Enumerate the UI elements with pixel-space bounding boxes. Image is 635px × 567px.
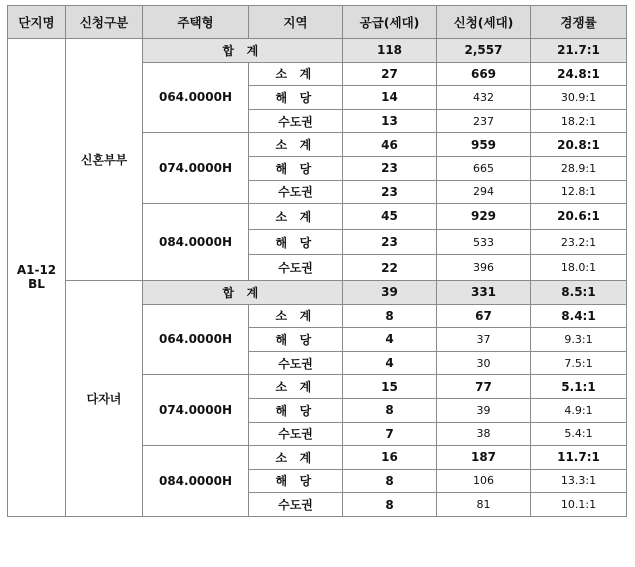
supply-cell: 46 <box>343 133 437 157</box>
total-label: 합 계 <box>143 280 343 304</box>
applications-cell: 959 <box>437 133 531 157</box>
applications-cell: 533 <box>437 229 531 255</box>
applications-cell: 187 <box>437 446 531 470</box>
supply-cell: 14 <box>343 86 437 110</box>
table-header <box>8 6 627 39</box>
rate-cell: 20.8:1 <box>531 133 627 157</box>
applications-cell: 294 <box>437 180 531 204</box>
applications-cell: 38 <box>437 422 531 446</box>
supply-cell: 16 <box>343 446 437 470</box>
applications-cell: 929 <box>437 204 531 230</box>
supply-cell: 4 <box>343 351 437 375</box>
housing-type: 084.0000H <box>143 446 249 517</box>
total-rate: 21.7:1 <box>531 39 627 63</box>
rate-cell: 20.6:1 <box>531 204 627 230</box>
applications-cell: 37 <box>437 328 531 352</box>
supply-cell: 13 <box>343 109 437 133</box>
region-cell: 수도권 <box>249 493 343 517</box>
applications-cell: 396 <box>437 255 531 281</box>
rate-cell: 11.7:1 <box>531 446 627 470</box>
supply-cell: 8 <box>343 469 437 493</box>
region-cell: 소 계 <box>249 204 343 230</box>
rate-cell: 12.8:1 <box>531 180 627 204</box>
total-applications: 331 <box>437 280 531 304</box>
total-applications: 2,557 <box>437 39 531 63</box>
category-name: 다자녀 <box>66 280 143 516</box>
header-region: 지역 <box>249 6 343 39</box>
region-cell: 해 당 <box>249 398 343 422</box>
applications-cell: 30 <box>437 351 531 375</box>
group-total-row <box>8 280 627 304</box>
complex-name <box>8 39 66 517</box>
region-cell: 수도권 <box>249 351 343 375</box>
rate-cell: 9.3:1 <box>531 328 627 352</box>
complex-name-text: A1-12 BL <box>16 263 57 292</box>
rate-cell: 18.2:1 <box>531 109 627 133</box>
applications-cell: 77 <box>437 375 531 399</box>
supply-cell: 15 <box>343 375 437 399</box>
header-applications: 신청(세대) <box>437 6 531 39</box>
supply-cell: 8 <box>343 304 437 328</box>
region-cell: 수도권 <box>249 180 343 204</box>
region-cell: 해 당 <box>249 229 343 255</box>
supply-cell: 8 <box>343 493 437 517</box>
rate-cell: 7.5:1 <box>531 351 627 375</box>
supply-cell: 7 <box>343 422 437 446</box>
applications-cell: 81 <box>437 493 531 517</box>
applications-cell: 67 <box>437 304 531 328</box>
header-category: 신청구분 <box>66 6 143 39</box>
total-label: 합 계 <box>143 39 343 63</box>
supply-cell: 23 <box>343 180 437 204</box>
competition-table-wrapper <box>7 5 627 517</box>
total-supply: 39 <box>343 280 437 304</box>
supply-cell: 4 <box>343 328 437 352</box>
rate-cell: 28.9:1 <box>531 156 627 180</box>
total-rate: 8.5:1 <box>531 280 627 304</box>
supply-cell: 27 <box>343 62 437 86</box>
region-cell: 수도권 <box>249 109 343 133</box>
applications-cell: 39 <box>437 398 531 422</box>
region-cell: 수도권 <box>249 255 343 281</box>
region-cell: 소 계 <box>249 133 343 157</box>
rate-cell: 30.9:1 <box>531 86 627 110</box>
housing-type: 074.0000H <box>143 375 249 446</box>
rate-cell: 8.4:1 <box>531 304 627 328</box>
category-name: 신혼부부 <box>66 39 143 281</box>
rate-cell: 5.4:1 <box>531 422 627 446</box>
supply-cell: 8 <box>343 398 437 422</box>
supply-cell: 45 <box>343 204 437 230</box>
housing-type: 064.0000H <box>143 304 249 375</box>
region-cell: 해 당 <box>249 328 343 352</box>
region-cell: 소 계 <box>249 62 343 86</box>
region-cell: 해 당 <box>249 156 343 180</box>
applications-cell: 106 <box>437 469 531 493</box>
region-cell: 해 당 <box>249 86 343 110</box>
supply-cell: 23 <box>343 229 437 255</box>
applications-cell: 665 <box>437 156 531 180</box>
header-competition-rate: 경쟁률 <box>531 6 627 39</box>
rate-cell: 5.1:1 <box>531 375 627 399</box>
rate-cell: 24.8:1 <box>531 62 627 86</box>
applications-cell: 237 <box>437 109 531 133</box>
applications-cell: 669 <box>437 62 531 86</box>
competition-rate-table <box>7 5 627 517</box>
region-cell: 해 당 <box>249 469 343 493</box>
region-cell: 소 계 <box>249 446 343 470</box>
applications-cell: 432 <box>437 86 531 110</box>
region-cell: 수도권 <box>249 422 343 446</box>
header-supply: 공급(세대) <box>343 6 437 39</box>
housing-type: 084.0000H <box>143 204 249 281</box>
group-total-row <box>8 39 627 63</box>
rate-cell: 10.1:1 <box>531 493 627 517</box>
table-body <box>8 39 627 517</box>
total-supply: 118 <box>343 39 437 63</box>
rate-cell: 13.3:1 <box>531 469 627 493</box>
supply-cell: 22 <box>343 255 437 281</box>
region-cell: 소 계 <box>249 375 343 399</box>
header-housing-type: 주택형 <box>143 6 249 39</box>
rate-cell: 23.2:1 <box>531 229 627 255</box>
housing-type: 064.0000H <box>143 62 249 133</box>
rate-cell: 18.0:1 <box>531 255 627 281</box>
header-row <box>8 6 627 39</box>
rate-cell: 4.9:1 <box>531 398 627 422</box>
supply-cell: 23 <box>343 156 437 180</box>
region-cell: 소 계 <box>249 304 343 328</box>
header-complex: 단지명 <box>8 6 66 39</box>
housing-type: 074.0000H <box>143 133 249 204</box>
